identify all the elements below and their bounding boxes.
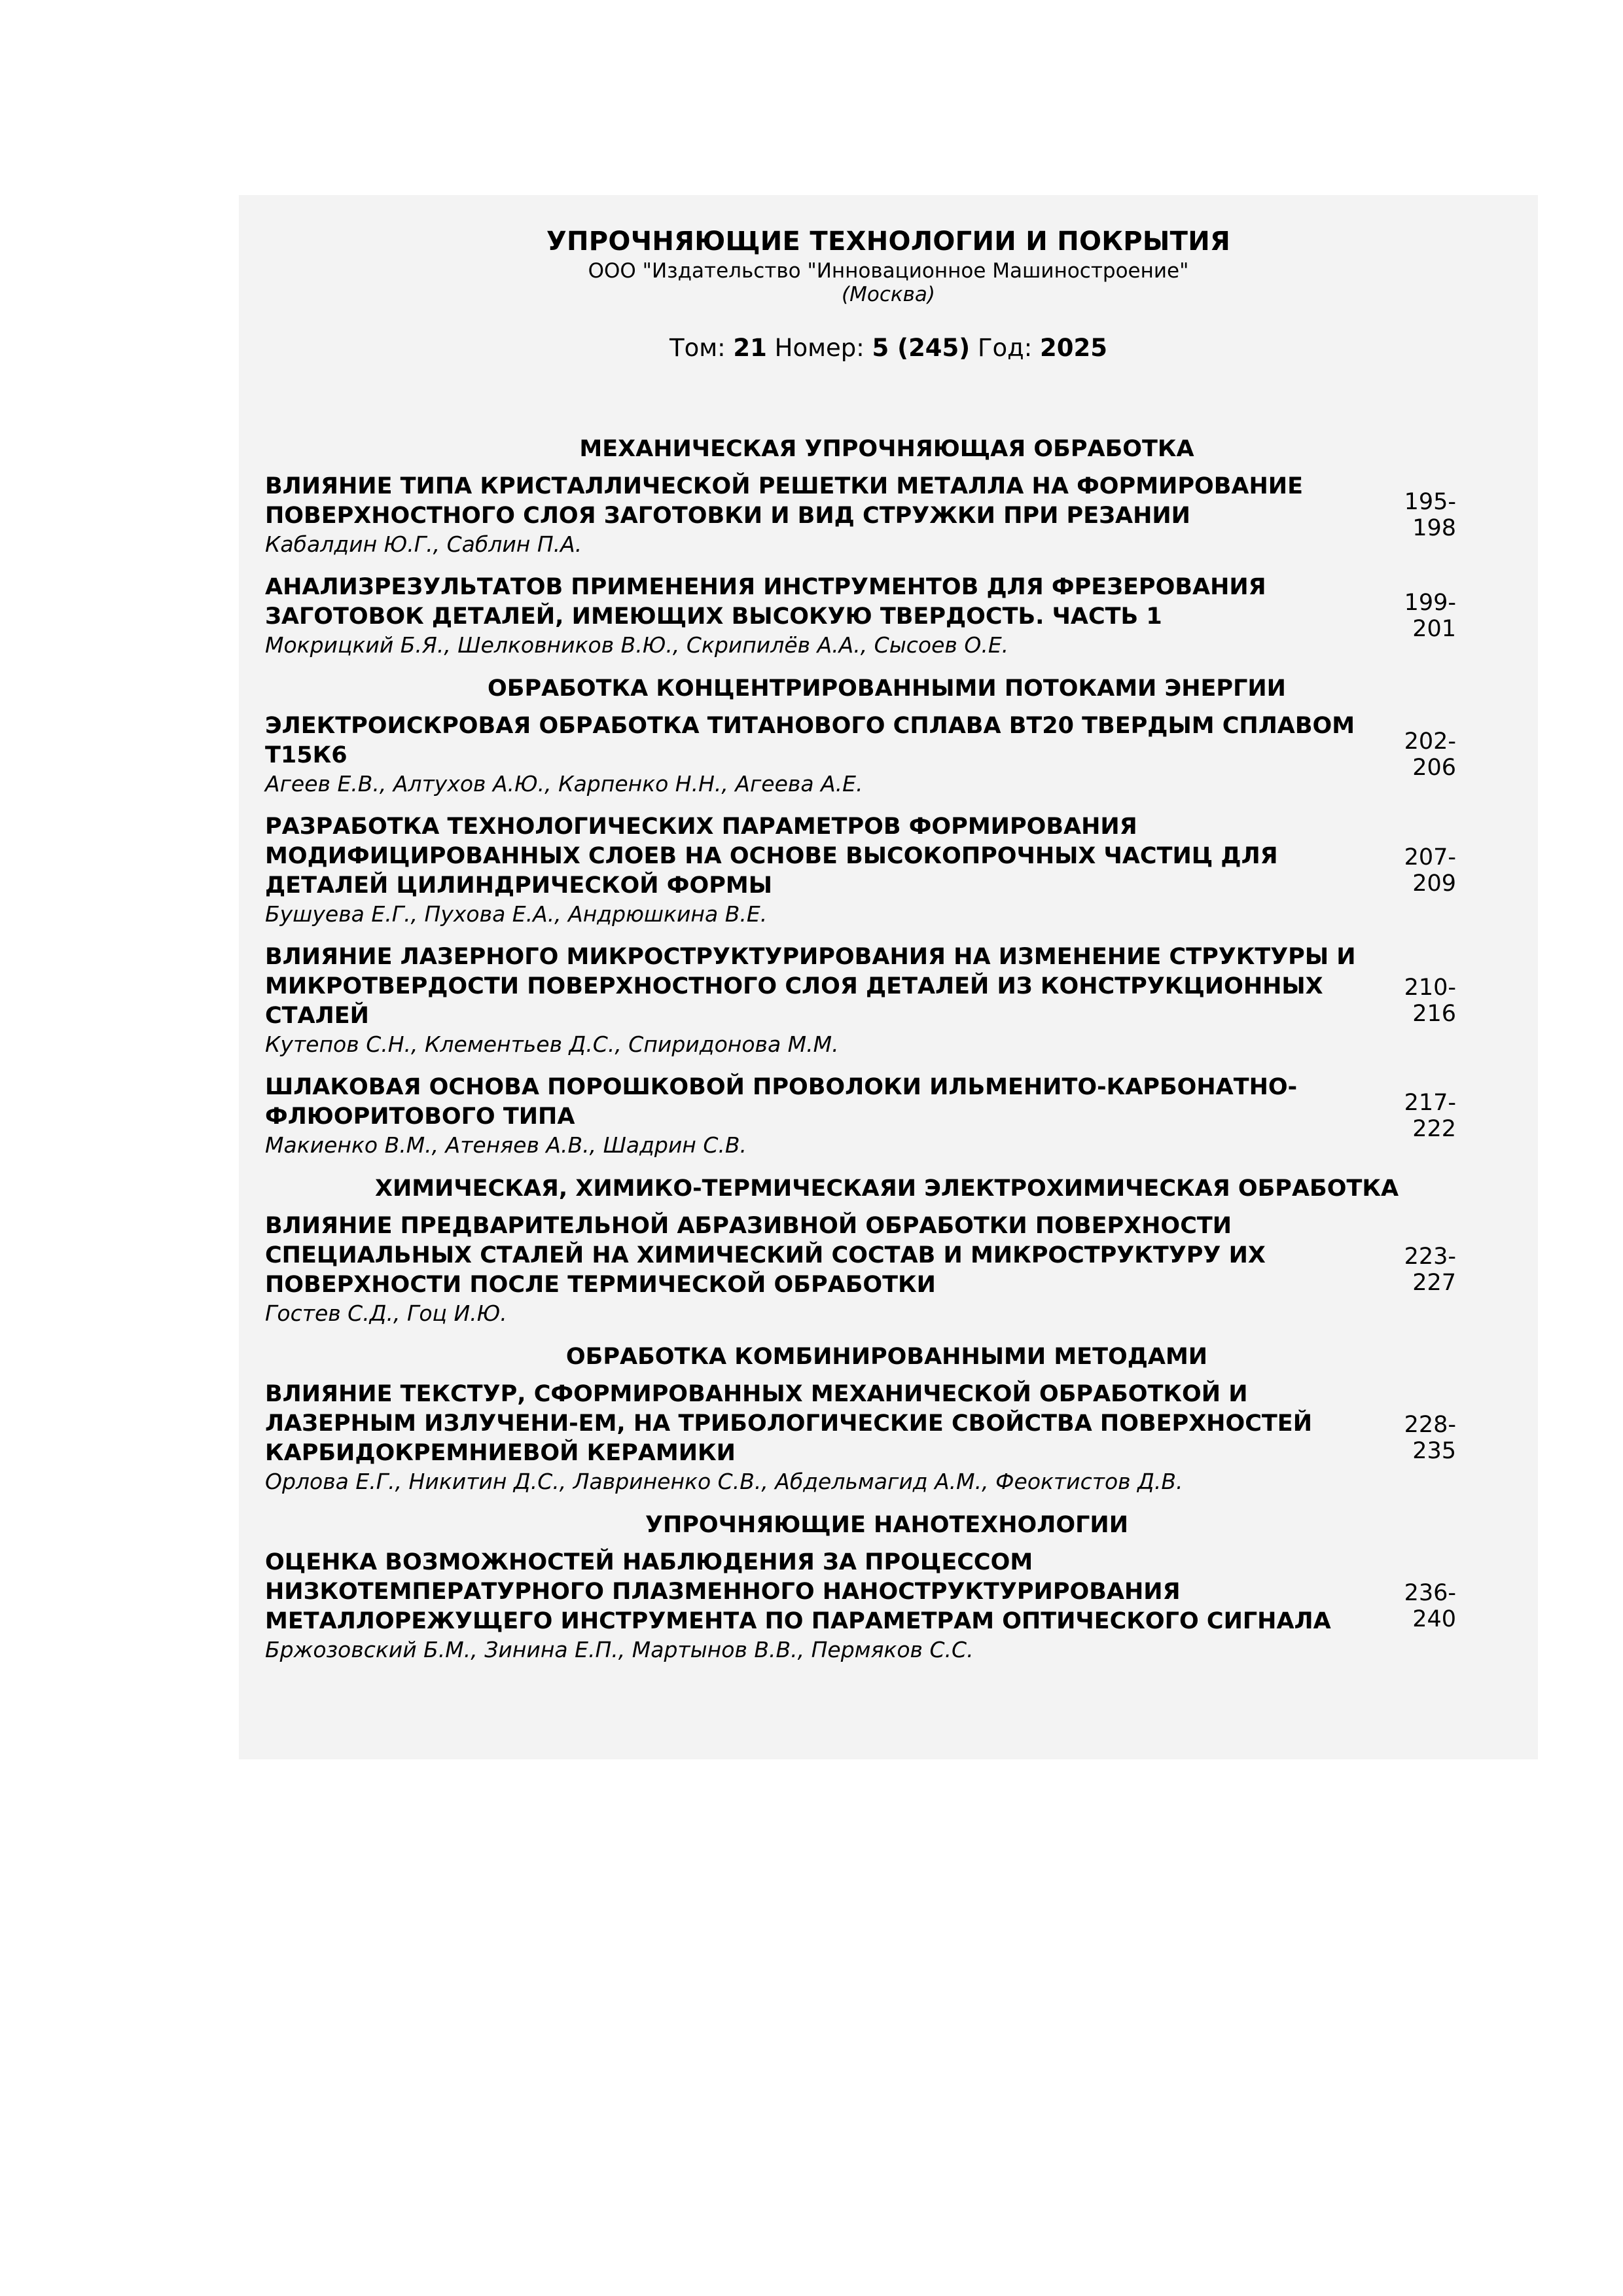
article-entry[interactable] <box>265 472 1508 558</box>
article-pages: 210-216 <box>1404 974 1456 1027</box>
article-entry[interactable] <box>265 573 1508 659</box>
volume-label: Том: <box>669 334 726 362</box>
journal-title: УПРОЧНЯЮЩИЕ ТЕХНОЛОГИИ И ПОКРЫТИЯ <box>546 226 1231 257</box>
article-authors: Орлова Е.Г., Никитин Д.С., Лавриненко С.В., Абдельмагид А.М., Феоктистов Д.В. <box>265 1469 1183 1494</box>
article-pages: 223-227 <box>1404 1243 1456 1296</box>
article-authors: Кутепов С.Н., Клементьев Д.С., Спиридонова М.М. <box>265 1031 839 1057</box>
article-entry[interactable] <box>265 1548 1508 1664</box>
article-body <box>265 1073 1364 1159</box>
publisher-name: ООО "Издательство "Инновационное Машиностроение" <box>588 259 1189 283</box>
article-pages: 228-235 <box>1404 1411 1456 1464</box>
article-authors: Макиенко В.М., Атеняев А.В., Шадрин С.В. <box>265 1132 747 1158</box>
article-body <box>265 812 1364 928</box>
article-title[interactable]: АНАЛИЗРЕЗУЛЬТАТОВ ПРИМЕНЕНИЯ ИНСТРУМЕНТОВ ДЛЯ ФРЕЗЕРОВАНИЯ ЗАГОТОВОК ДЕТАЛЕЙ, ИМЕЮЩИХ ВЫСОКУЮ ТВЕРДОСТЬ. ЧАСТЬ 1 <box>265 574 1266 630</box>
article-authors: Кабалдин Ю.Г., Саблин П.А. <box>265 531 582 557</box>
article-entry[interactable] <box>265 1073 1508 1159</box>
article-body <box>265 1380 1364 1496</box>
article-authors: Бржозовский Б.М., Зинина Е.П., Мартынов В.В., Пермяков С.С. <box>265 1637 974 1662</box>
section-heading: МЕХАНИЧЕСКАЯ УПРОЧНЯЮЩАЯ ОБРАБОТКА <box>579 436 1194 462</box>
article-body <box>265 573 1364 659</box>
article-authors: Гостев С.Д., Гоц И.Ю. <box>265 1300 507 1326</box>
contents-panel <box>239 195 1538 1759</box>
number-label: Номер: <box>774 334 865 362</box>
number-value: 5 (245) <box>872 334 971 362</box>
article-pages: 236-240 <box>1404 1579 1456 1632</box>
article-title[interactable]: ВЛИЯНИЕ ЛАЗЕРНОГО МИКРОСТРУКТУРИРОВАНИЯ НА ИЗМЕНЕНИЕ СТРУКТУРЫ И МИКРОТВЕРДОСТИ ПОВЕРХНОСТНОГО СЛОЯ ДЕТАЛЕЙ ИЗ КОНСТРУКЦИОННЫХ СТАЛЕЙ <box>265 944 1356 1029</box>
issue-info <box>239 334 1538 362</box>
article-pages: 207-209 <box>1404 844 1456 897</box>
article-title[interactable]: ВЛИЯНИЕ ПРЕДВАРИТЕЛЬНОЙ АБРАЗИВНОЙ ОБРАБОТКИ ПОВЕРХНОСТИ СПЕЦИАЛЬНЫХ СТАЛЕЙ НА ХИМИЧЕСКИЙ СОСТАВ И МИКРОСТРУКТУРУ ИХ ПОВЕРХНОСТИ ПОСЛЕ ТЕРМИЧЕСКОЙ ОБРАБОТКИ <box>265 1213 1266 1298</box>
year-label: Год: <box>977 334 1033 362</box>
article-authors: Агеев Е.В., Алтухов А.Ю., Карпенко Н.Н., Агеева А.Е. <box>265 771 863 797</box>
article-title[interactable]: ВЛИЯНИЕ ТЕКСТУР, СФОРМИРОВАННЫХ МЕХАНИЧЕСКОЙ ОБРАБОТКОЙ И ЛАЗЕРНЫМ ИЗЛУЧЕНИ-ЕМ, НА ТРИБОЛОГИЧЕСКИЕ СВОЙСТВА ПОВЕРХНОСТЕЙ КАРБИДОКРЕМНИЕВОЙ КЕРАМИКИ <box>265 1381 1312 1466</box>
article-title[interactable]: ВЛИЯНИЕ ТИПА КРИСТАЛЛИЧЕСКОЙ РЕШЕТКИ МЕТАЛЛА НА ФОРМИРОВАНИЕ ПОВЕРХНОСТНОГО СЛОЯ ЗАГОТОВКИ И ВИД СТРУЖКИ ПРИ РЕЗАНИИ <box>265 473 1303 529</box>
article-entry[interactable] <box>265 1380 1508 1496</box>
volume-value: 21 <box>733 334 767 362</box>
article-entry[interactable] <box>265 1211 1508 1327</box>
article-body <box>265 942 1364 1058</box>
table-of-contents <box>265 434 1508 1678</box>
publisher-city: (Москва) <box>842 283 935 306</box>
year-value: 2025 <box>1040 334 1107 362</box>
article-body <box>265 1548 1364 1664</box>
article-title[interactable]: РАЗРАБОТКА ТЕХНОЛОГИЧЕСКИХ ПАРАМЕТРОВ ФОРМИРОВАНИЯ МОДИФИЦИРОВАННЫХ СЛОЕВ НА ОСНОВЕ ВЫСОКОПРОЧНЫХ ЧАСТИЦ ДЛЯ ДЕТАЛЕЙ ЦИЛИНДРИЧЕСКОЙ ФОРМЫ <box>265 814 1278 899</box>
article-title[interactable]: ОЦЕНКА ВОЗМОЖНОСТЕЙ НАБЛЮДЕНИЯ ЗА ПРОЦЕССОМ НИЗКОТЕМПЕРАТУРНОГО ПЛАЗМЕННОГО НАНОСТРУКТУРИРОВАНИЯ МЕТАЛЛОРЕЖУЩЕГО ИНСТРУМЕНТА ПО ПАРАМЕТРАМ ОПТИЧЕСКОГО СИГНАЛА <box>265 1549 1331 1634</box>
section-heading: ОБРАБОТКА КОНЦЕНТРИРОВАННЫМИ ПОТОКАМИ ЭНЕРГИИ <box>488 675 1286 702</box>
article-authors: Мокрицкий Б.Я., Шелковников В.Ю., Скрипилёв А.А., Сысоев О.Е. <box>265 632 1009 658</box>
article-authors: Бушуева Е.Г., Пухова Е.А., Андрюшкина В.Е. <box>265 901 768 927</box>
section-heading: ХИМИЧЕСКАЯ, ХИМИКО-ТЕРМИЧЕСКАЯИ ЭЛЕКТРОХИМИЧЕСКАЯ ОБРАБОТКА <box>374 1175 1399 1202</box>
article-pages: 217-222 <box>1404 1090 1456 1142</box>
section-heading: УПРОЧНЯЮЩИЕ НАНОТЕХНОЛОГИИ <box>645 1512 1129 1538</box>
article-body <box>265 1211 1364 1327</box>
article-pages: 195-198 <box>1404 489 1456 541</box>
article-pages: 199-201 <box>1404 590 1456 642</box>
article-entry[interactable] <box>265 812 1508 928</box>
article-entry[interactable] <box>265 942 1508 1058</box>
article-title[interactable]: ШЛАКОВАЯ ОСНОВА ПОРОШКОВОЙ ПРОВОЛОКИ ИЛЬМЕНИТО-КАРБОНАТНО-ФЛЮОРИТОВОГО ТИПА <box>265 1074 1298 1130</box>
article-title[interactable]: ЭЛЕКТРОИСКРОВАЯ ОБРАБОТКА ТИТАНОВОГО СПЛАВА ВТ20 ТВЕРДЫМ СПЛАВОМ Т15К6 <box>265 713 1355 768</box>
article-body <box>265 472 1364 558</box>
article-pages: 202-206 <box>1404 728 1456 781</box>
article-entry[interactable] <box>265 711 1508 798</box>
article-body <box>265 711 1364 798</box>
section-heading: ОБРАБОТКА КОМБИНИРОВАННЫМИ МЕТОДАМИ <box>565 1344 1208 1370</box>
